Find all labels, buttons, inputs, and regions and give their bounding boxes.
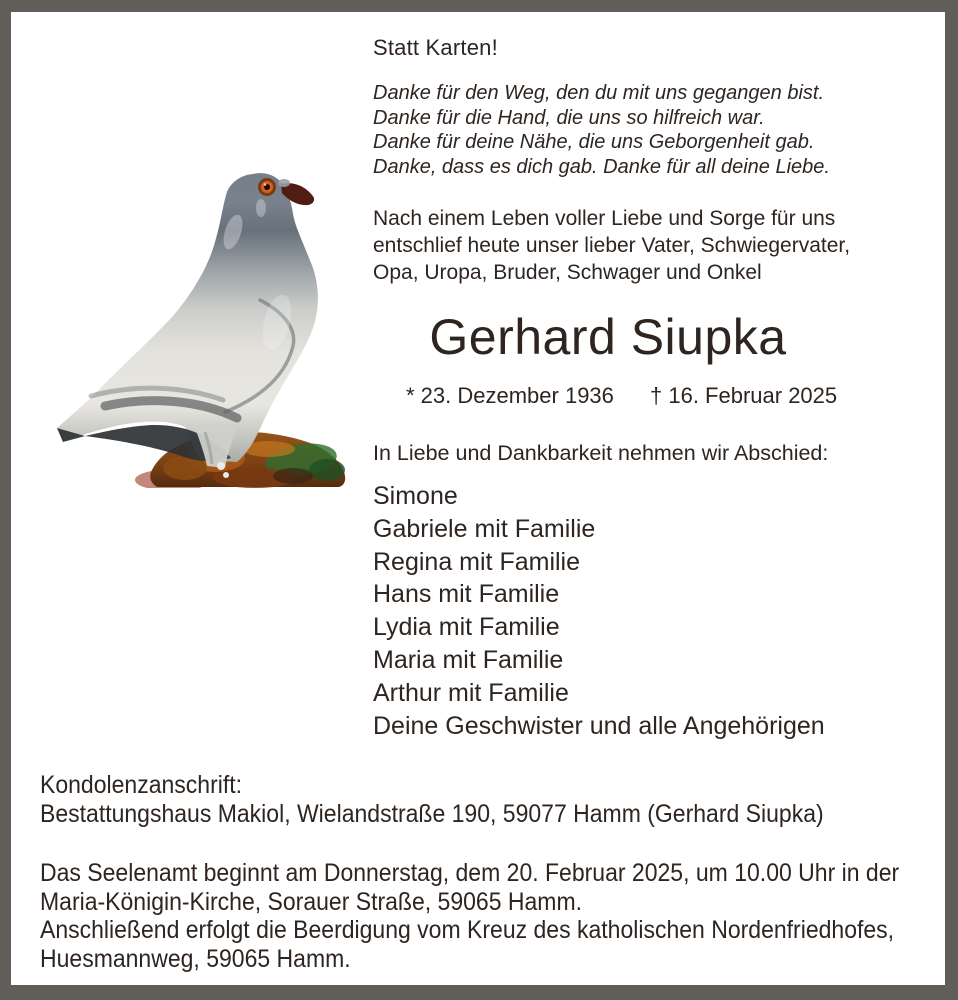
- pigeon-icon: [55, 170, 347, 488]
- intro-text: [373, 205, 850, 286]
- poem-line: Danke für die Hand, die uns so hilfreich war.: [373, 106, 765, 129]
- condolence-section: [40, 771, 824, 829]
- thank-you-poem: [373, 81, 830, 179]
- service-line: Das Seelenamt beginnt am Donnerstag, dem 20. Februar 2025, um 10.00 Uhr in der: [40, 859, 900, 887]
- deceased-name: Gerhard Siupka: [429, 309, 787, 365]
- mourners-list: [373, 480, 825, 742]
- service-line: Anschließend erfolgt die Beerdigung vom Kreuz des katholischen Nordenfriedhofes,: [40, 916, 895, 944]
- condolence-address: Bestattungshaus Makiol, Wielandstraße 190, 59077 Hamm (Gerhard Siupka): [40, 800, 824, 828]
- condolence-label: Kondolenzanschrift:: [40, 771, 243, 799]
- mourner-name: Deine Geschwister und alle Angehörigen: [373, 711, 825, 740]
- mourner-name: Hans mit Familie: [373, 580, 560, 609]
- mourner-name: Arthur mit Familie: [373, 678, 569, 707]
- farewell-line: In Liebe und Dankbarkeit nehmen wir Abschied:: [373, 441, 829, 465]
- death-date: † 16. Februar 2025: [650, 383, 838, 408]
- intro-line: Nach einem Leben voller Liebe und Sorge für uns: [373, 207, 836, 230]
- mourner-name: Regina mit Familie: [373, 547, 581, 576]
- intro-line: Opa, Uropa, Bruder, Schwager und Onkel: [373, 261, 762, 284]
- poem-line: Danke für den Weg, den du mit uns gegangen bist.: [373, 82, 825, 104]
- pigeon-figurine-image: [55, 170, 347, 488]
- mourner-name: Simone: [373, 482, 458, 510]
- poem-line: Danke für deine Nähe, die uns Geborgenheit gab.: [373, 131, 815, 153]
- intro-line: entschlief heute unser lieber Vater, Schwiegervater,: [373, 234, 851, 257]
- poem-line: Danke, dass es dich gab. Danke für all deine Liebe.: [373, 155, 830, 178]
- pre-header: Statt Karten!: [373, 35, 498, 60]
- mourner-name: Gabriele mit Familie: [373, 514, 596, 543]
- service-section: [40, 859, 899, 973]
- birth-date: * 23. Dezember 1936: [406, 383, 614, 408]
- mourner-name: Lydia mit Familie: [373, 613, 560, 642]
- service-line: Maria-Königin-Kirche, Sorauer Straße, 59065 Hamm.: [40, 887, 583, 916]
- mourner-name: Maria mit Familie: [373, 645, 564, 674]
- service-line: Huesmannweg, 59065 Hamm.: [40, 944, 351, 973]
